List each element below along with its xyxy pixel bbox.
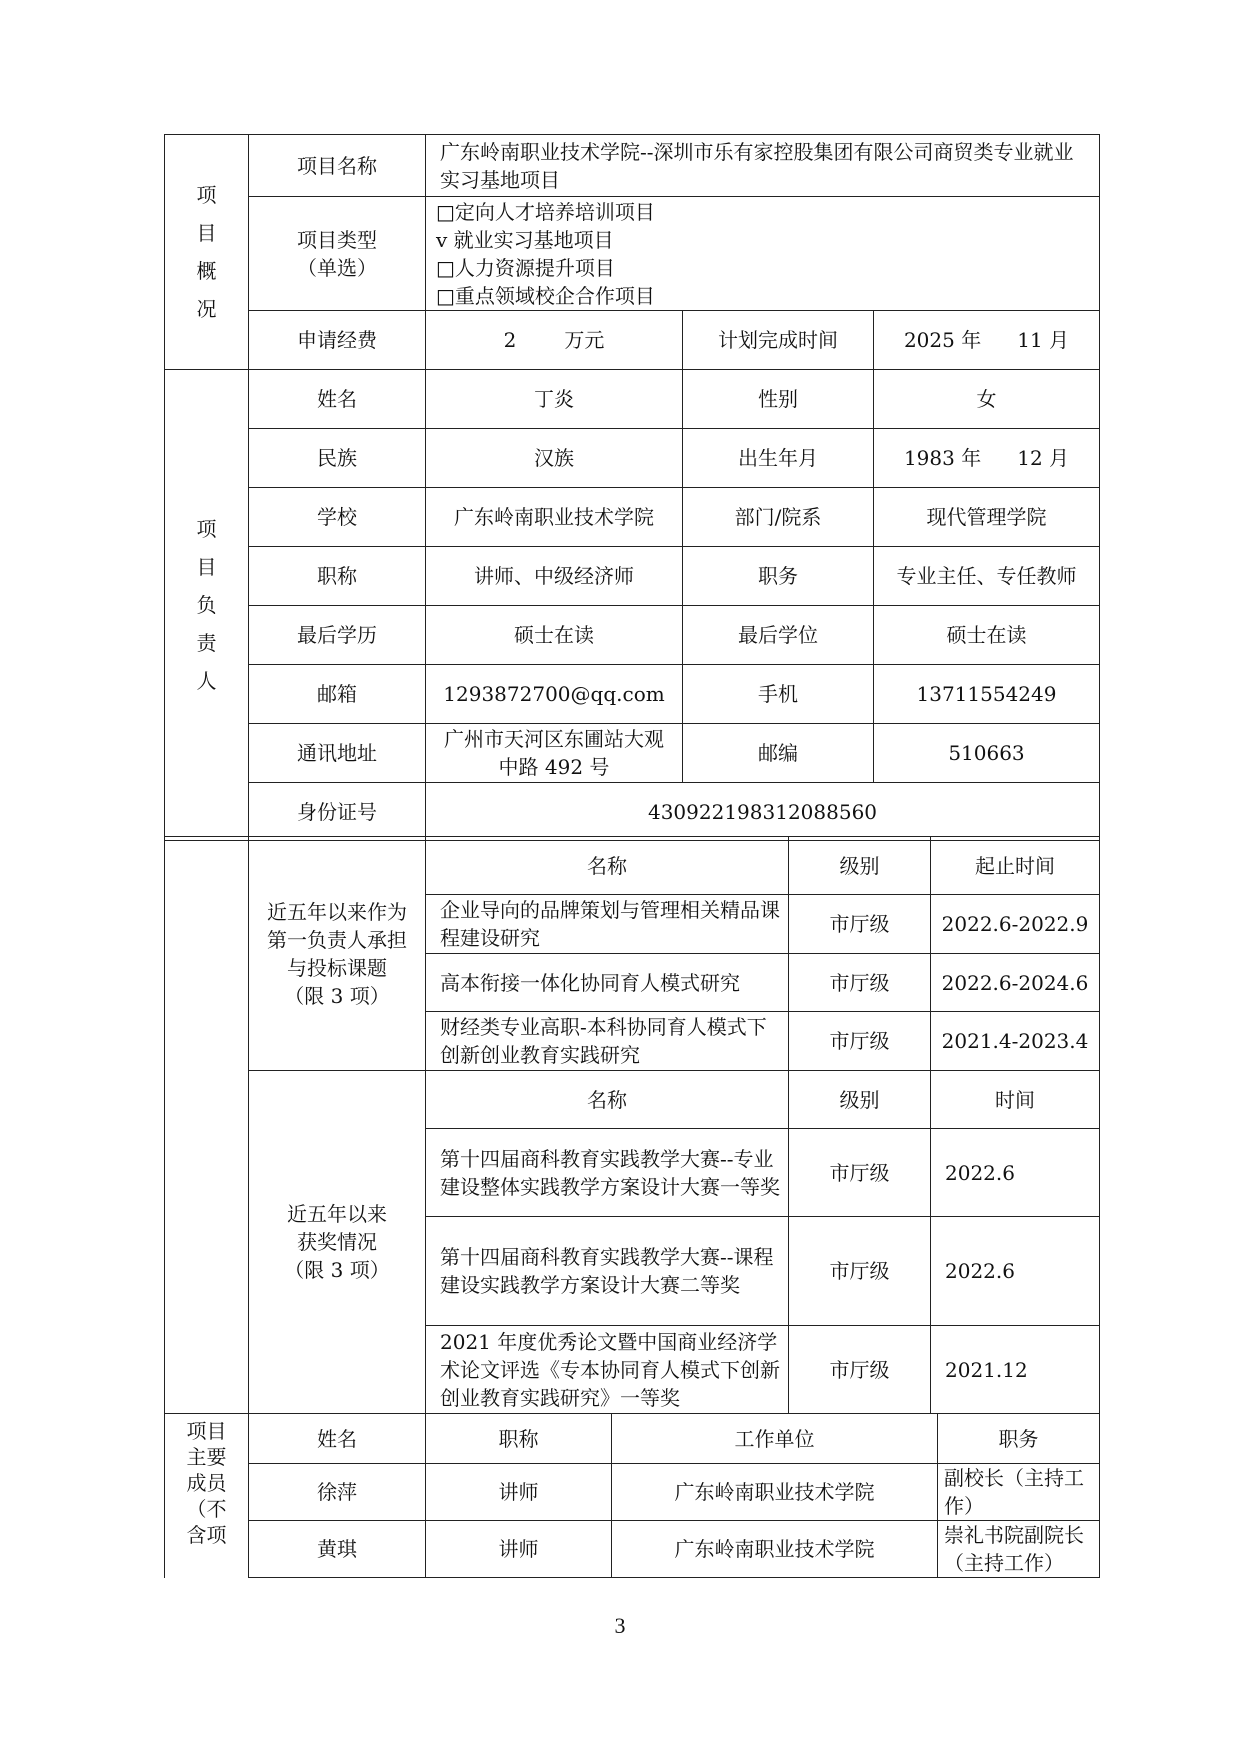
project-type-option[interactable]: □定向人才培养培训项目: [436, 199, 655, 224]
members-section-title: 项目 主要 成员 （不 含项: [165, 1414, 249, 1578]
ethnicity-value: 汉族: [426, 429, 683, 488]
award-time: 2021.12: [931, 1326, 1100, 1414]
member-title: 讲师: [426, 1464, 612, 1521]
award-name: 第十四届商科教育实践教学大赛--课程建设实践教学方案设计大赛二等奖: [426, 1217, 789, 1326]
members-table: [164, 1413, 1100, 1578]
email-label: 邮箱: [249, 665, 426, 724]
award-name: 2021 年度优秀论文暨中国商业经济学术论文评选《专本协同育人模式下创新创业教育实践研究》一等奖: [426, 1326, 789, 1414]
overview-section-title: 项 目 概 况: [165, 135, 249, 370]
postcode-label: 邮编: [683, 724, 874, 783]
address-value: 广州市天河区东圃站大观中路 492 号: [426, 724, 683, 783]
email-value: 1293872700@qq.com: [426, 665, 683, 724]
project-type-options: [426, 197, 1100, 311]
projects-header-time: 起止时间: [931, 837, 1100, 895]
birth-label: 出生年月: [683, 429, 874, 488]
project-time: 2022.6-2022.9: [931, 895, 1100, 954]
member-unit: 广东岭南职业技术学院: [612, 1464, 938, 1521]
member-name: 黄琪: [249, 1521, 426, 1578]
awards-group-label: 近五年以来 获奖情况 （限 3 项）: [249, 1071, 426, 1414]
members-header-name: 姓名: [249, 1414, 426, 1464]
project-name-value: 广东岭南职业技术学院--深圳市乐有家控股集团有限公司商贸类专业就业实习基地项目: [426, 135, 1100, 197]
project-time: 2022.6-2024.6: [931, 954, 1100, 1012]
member-duty: 崇礼书院副院长（主持工作）: [938, 1521, 1100, 1578]
id-value: 430922198312088560: [426, 783, 1100, 841]
project-type-label: 项目类型 （单选）: [249, 197, 426, 311]
project-type-option-selected[interactable]: v 就业实习基地项目: [436, 227, 614, 252]
plan-time-label: 计划完成时间: [683, 311, 874, 370]
name-value: 丁炎: [426, 370, 683, 429]
funding-label: 申请经费: [249, 311, 426, 370]
funding-value: 2 万元: [426, 311, 683, 370]
birth-value: 1983 年 12 月: [874, 429, 1100, 488]
form-table-main: [164, 134, 1100, 841]
projects-header-name: 名称: [426, 837, 789, 895]
awards-header-level: 级别: [789, 1071, 931, 1129]
project-name: 企业导向的品牌策划与管理相关精品课程建设研究: [426, 895, 789, 954]
project-level: 市厅级: [789, 1012, 931, 1071]
award-level: 市厅级: [789, 1326, 931, 1414]
member-title: 讲师: [426, 1521, 612, 1578]
member-duty: 副校长（主持工作）: [938, 1464, 1100, 1521]
position-label: 职务: [683, 547, 874, 606]
award-time: 2022.6: [931, 1129, 1100, 1217]
leader-section-title: 项 目 负 责 人: [165, 370, 249, 841]
award-level: 市厅级: [789, 1217, 931, 1326]
degree-label: 最后学位: [683, 606, 874, 665]
ethnicity-label: 民族: [249, 429, 426, 488]
school-value: 广东岭南职业技术学院: [426, 488, 683, 547]
school-label: 学校: [249, 488, 426, 547]
award-level: 市厅级: [789, 1129, 931, 1217]
page-number: 3: [614, 1613, 626, 1638]
gender-value: 女: [874, 370, 1100, 429]
award-time: 2022.6: [931, 1217, 1100, 1326]
project-time: 2021.4-2023.4: [931, 1012, 1100, 1071]
gender-label: 性别: [683, 370, 874, 429]
project-level: 市厅级: [789, 895, 931, 954]
dept-label: 部门/院系: [683, 488, 874, 547]
name-label: 姓名: [249, 370, 426, 429]
project-name: 高本衔接一体化协同育人模式研究: [426, 954, 789, 1012]
project-name-label: 项目名称: [249, 135, 426, 197]
phone-value: 13711554249: [874, 665, 1100, 724]
awards-header-name: 名称: [426, 1071, 789, 1129]
project-level: 市厅级: [789, 954, 931, 1012]
title-label: 职称: [249, 547, 426, 606]
awards-header-time: 时间: [931, 1071, 1100, 1129]
members-header-duty: 职务: [938, 1414, 1100, 1464]
members-header-unit: 工作单位: [612, 1414, 938, 1464]
project-type-option[interactable]: □重点领域校企合作项目: [436, 283, 655, 308]
award-name: 第十四届商科教育实践教学大赛--专业建设整体实践教学方案设计大赛一等奖: [426, 1129, 789, 1217]
dept-value: 现代管理学院: [874, 488, 1100, 547]
id-label: 身份证号: [249, 783, 426, 841]
education-label: 最后学历: [249, 606, 426, 665]
form-table-records: [164, 836, 1100, 1414]
projects-header-level: 级别: [789, 837, 931, 895]
position-value: 专业主任、专任教师: [874, 547, 1100, 606]
education-value: 硕士在读: [426, 606, 683, 665]
postcode-value: 510663: [874, 724, 1100, 783]
project-name: 财经类专业高职-本科协同育人模式下创新创业教育实践研究: [426, 1012, 789, 1071]
title-value: 讲师、中级经济师: [426, 547, 683, 606]
plan-time-value: 2025 年 11 月: [874, 311, 1100, 370]
phone-label: 手机: [683, 665, 874, 724]
projects-group-label: 近五年以来作为 第一负责人承担 与投标课题 （限 3 项）: [249, 837, 426, 1071]
degree-value: 硕士在读: [874, 606, 1100, 665]
leader-section-continued: [165, 837, 249, 1414]
member-name: 徐萍: [249, 1464, 426, 1521]
member-unit: 广东岭南职业技术学院: [612, 1521, 938, 1578]
address-label: 通讯地址: [249, 724, 426, 783]
members-header-title: 职称: [426, 1414, 612, 1464]
project-type-option[interactable]: □人力资源提升项目: [436, 255, 615, 280]
